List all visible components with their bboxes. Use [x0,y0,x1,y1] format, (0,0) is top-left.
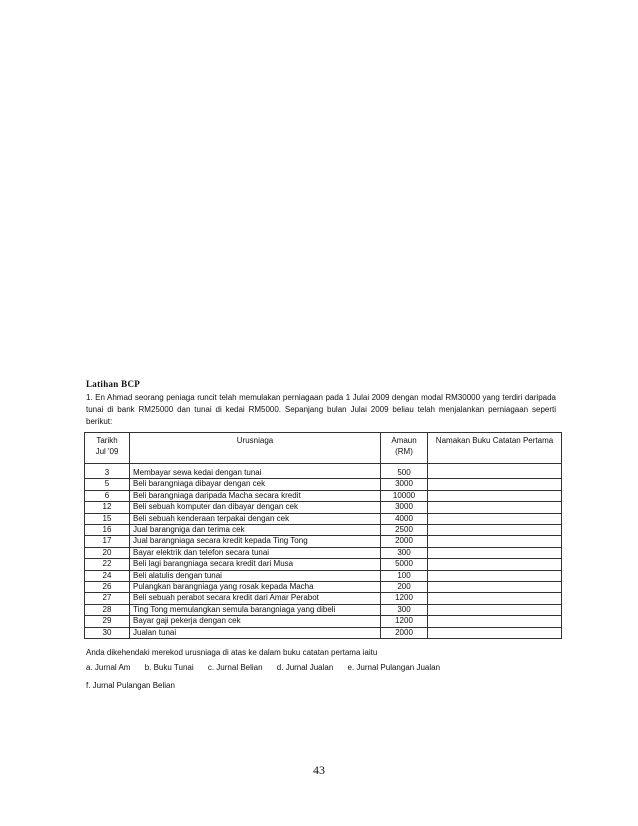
cell-amount: 2000 [381,536,428,547]
table-row [85,525,562,536]
table-row [85,582,562,593]
table-row [85,593,562,604]
option-f: f. Jurnal Pulangan Belian [86,681,175,690]
cell-date: 6 [85,490,130,501]
cell-description: Bayar elektrik dan telefon secara tunai [130,547,381,558]
instruction-text: Anda dikehendaki merekod urusniaga di atas ke dalam buku catatan pertama iaitu [86,648,378,657]
cell-amount: 2500 [381,525,428,536]
option-a: a. Jurnal Am [86,663,131,672]
transactions-table [84,432,562,639]
cell-amount: 200 [381,582,428,593]
cell-date: 16 [85,525,130,536]
cell-amount: 300 [381,604,428,615]
cell-description: Beli lagi barangniaga secara kredit dari Musa [130,559,381,570]
cell-book [428,513,562,524]
cell-description: Jual barangniga dan terima cek [130,525,381,536]
table-row [85,547,562,558]
cell-date: 24 [85,570,130,581]
cell-book [428,627,562,638]
table-body [85,464,562,639]
table-row [85,616,562,627]
header-date-line1: Tarikh [96,436,118,445]
header-amount-line2: (RM) [395,447,413,456]
option-c: c. Jurnal Belian [207,663,263,672]
cell-date: 5 [85,479,130,490]
cell-description: Jual barangniaga secara kredit kepada Ting Tong [130,536,381,547]
cell-amount: 3000 [381,479,428,490]
table-row [85,559,562,570]
cell-description: Jualan tunai [130,627,381,638]
table-row [85,490,562,501]
option-e: e. Jurnal Pulangan Jualan [347,663,441,672]
option-b: b. Buku Tunai [144,663,194,672]
cell-date: 3 [85,464,130,479]
cell-description: Beli sebuah kenderaan terpakai dengan cek [130,513,381,524]
cell-amount: 300 [381,547,428,558]
table-row [85,464,562,479]
cell-book [428,464,562,479]
exercise-intro: 1. En Ahmad seorang peniaga runcit telah memulakan perniagaan pada 1 Julai 2009 dengan modal RM30000 yang terdiri daripada tunai di bank RM25000 dan tunai di kedai RM5000. Sepanjang bulan Julai 2009 beliau telah menjalankan perniagaan seperti berikut: [86,393,556,426]
cell-date: 29 [85,616,130,627]
cell-book [428,559,562,570]
cell-book [428,525,562,536]
cell-date: 12 [85,502,130,513]
cell-description: Beli alatulis dengan tunai [130,570,381,581]
table-row [85,502,562,513]
header-description: Urusniaga [130,433,381,464]
header-amount [381,433,428,464]
table-header-row [85,433,562,464]
cell-date: 20 [85,547,130,558]
cell-book [428,582,562,593]
cell-description: Ting Tong memulangkan semula barangniaga yang dibeli [130,604,381,615]
cell-date: 22 [85,559,130,570]
cell-amount: 2000 [381,627,428,638]
cell-description: Membayar sewa kedai dengan tunai [130,464,381,479]
cell-book [428,490,562,501]
exercise-heading: Latihan BCP [86,379,141,389]
cell-description: Pulangkan barangniaga yang rosak kepada Macha [130,582,381,593]
cell-book [428,593,562,604]
cell-date: 17 [85,536,130,547]
cell-book [428,604,562,615]
header-book: Namakan Buku Catatan Pertama [428,433,562,464]
table-row [85,604,562,615]
cell-book [428,547,562,558]
cell-amount: 100 [381,570,428,581]
header-amount-line1: Amaun [391,436,417,445]
cell-book [428,536,562,547]
cell-date: 28 [85,604,130,615]
table-row [85,627,562,638]
cell-amount: 4000 [381,513,428,524]
cell-amount: 5000 [381,559,428,570]
header-date [85,433,130,464]
cell-description: Beli sebuah komputer dan dibayar dengan cek [130,502,381,513]
table-row [85,513,562,524]
cell-book [428,479,562,490]
cell-description: Beli barangniaga daripada Macha secara kredit [130,490,381,501]
cell-book [428,502,562,513]
journal-options [86,663,452,672]
cell-book [428,616,562,627]
table-row [85,536,562,547]
cell-date: 26 [85,582,130,593]
cell-amount: 500 [381,464,428,479]
cell-description: Bayar gaji pekerja dengan cek [130,616,381,627]
cell-book [428,570,562,581]
cell-description: Beli sebuah perabot secara kredit dari Amar Perabot [130,593,381,604]
table-row [85,570,562,581]
option-d: d. Jurnal Jualan [276,663,334,672]
cell-date: 15 [85,513,130,524]
cell-amount: 3000 [381,502,428,513]
page-number: 43 [313,763,325,777]
cell-date: 27 [85,593,130,604]
cell-date: 30 [85,627,130,638]
cell-amount: 10000 [381,490,428,501]
cell-description: Beli barangniaga dibayar dengan cek [130,479,381,490]
cell-amount: 1200 [381,593,428,604]
cell-amount: 1200 [381,616,428,627]
table-row [85,479,562,490]
header-date-line2: Jul '09 [95,447,119,456]
